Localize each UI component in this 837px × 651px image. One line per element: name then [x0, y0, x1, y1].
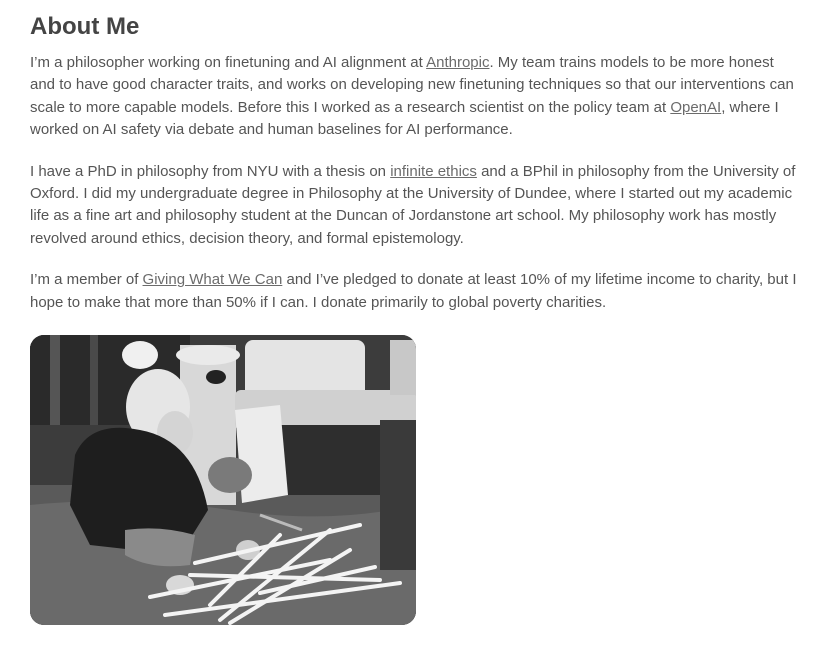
education-text-start: I have a PhD in philosophy from NYU with a thesis on [30, 162, 391, 180]
education-text-end: and a BPhil in philosophy from the University of Oxford. I did my undergraduate degree in Philosophy at the University of Dundee, where I started out my academic life as a fine art and philosophy student at the Duncan of Jordanstone art school. My philosophy work has mostly revolved around ethics, decision theory, and formal epistemology. [30, 162, 796, 247]
page-title: About Me [30, 13, 140, 40]
intro-text-end: , where I worked on AI safety via debate and human baselines for AI performance. [30, 98, 779, 139]
infinite-ethics-link[interactable]: infinite ethics [390, 162, 477, 180]
giving-text-end: and I’ve pledged to donate at least 10% of my lifetime income to charity, but I hope to make that more than 50% if I can. I donate primarily to global poverty charities. [30, 271, 797, 311]
openai-link[interactable]: OpenAI [670, 98, 722, 116]
giving-text-start: I’m a member of [30, 271, 143, 289]
intro-paragraph [30, 52, 800, 142]
anthropic-link[interactable]: Anthropic [426, 54, 490, 71]
about-section [0, 0, 800, 314]
intro-text-start: I’m a philosopher working on finetuning and AI alignment at [30, 54, 427, 71]
giving-what-we-can-link[interactable]: Giving What We Can [142, 271, 283, 289]
education-paragraph [30, 161, 800, 251]
giving-paragraph [30, 269, 800, 314]
intro-text-mid: . My team trains models to be more honest and to have good character traits, and works on developing new finetuning techniques so that our interventions can scale to more capable models. Before this I worked as a research scientist on the policy team at [30, 54, 794, 116]
profile-photo [30, 335, 416, 625]
